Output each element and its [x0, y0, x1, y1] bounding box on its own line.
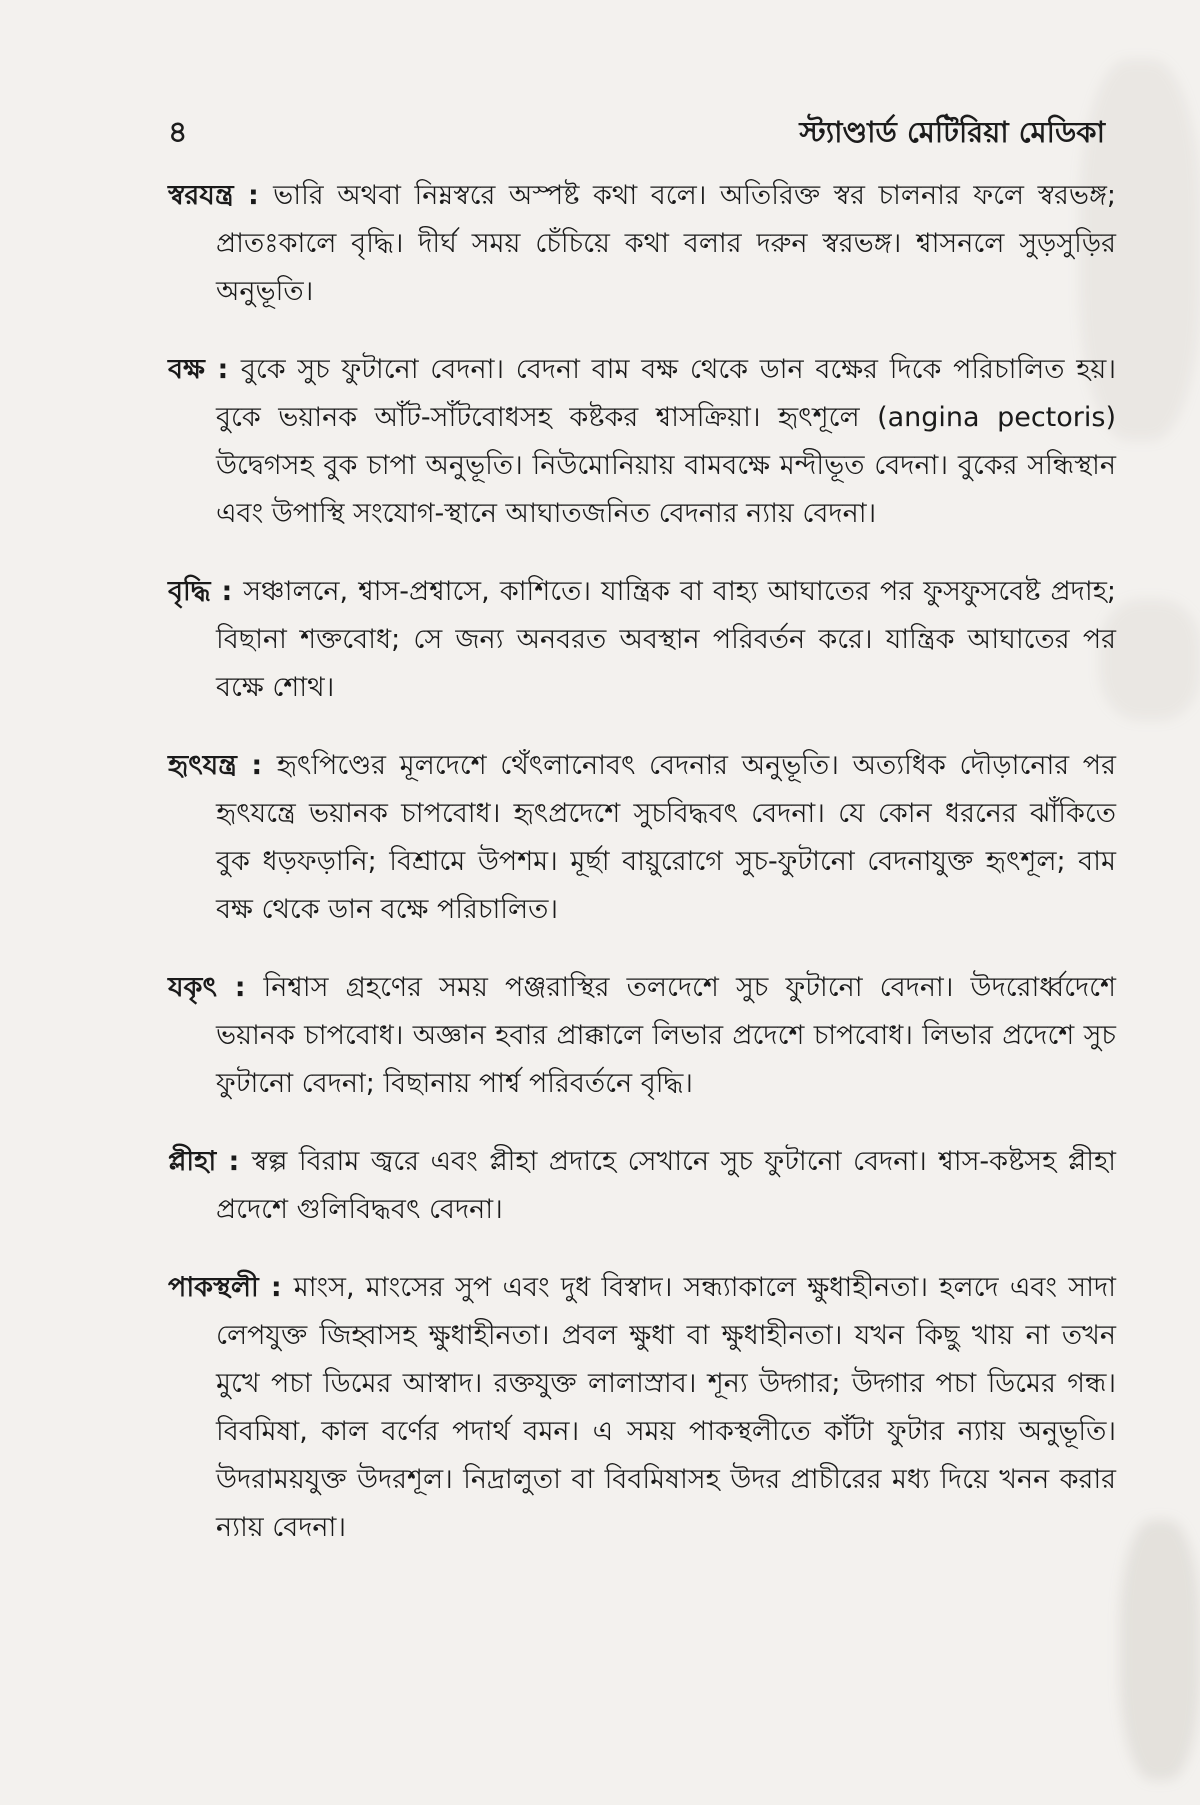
entry-text: হৃৎপিণ্ডের মূলদেশে থেঁৎলানোবৎ বেদনার অনুভূতি। অত্যধিক দৌড়ানোর পর হৃৎযন্ত্রে ভয়ানক চাপবোধ। হৃৎপ্রদেশে সুচবিদ্ধবৎ বেদনা। যে কোন ধরনের ঝাঁকিতে বুক ধড়ফড়ানি; বিশ্রামে উপশম। মূর্ছা বায়ুরোগে সুচ-ফুটানো বেদনাযুক্ত হৃৎশূল; বাম বক্ষ থেকে ডান বক্ষে পরিচালিত। — [216, 750, 1116, 925]
entry-term: পাকস্থলী — [168, 1272, 259, 1303]
entry-term: বৃদ্ধি — [168, 576, 211, 607]
entry-larynx: স্বরযন্ত্র : ভারি অথবা নিম্নস্বরে অস্পষ্ট কথা বলে। অতিরিক্ত স্বর চালনার ফলে স্বরভঙ্গ; প্রাতঃকালে বৃদ্ধি। দীর্ঘ সময় চেঁচিয়ে কথা বলার দরুন স্বরভঙ্গ। শ্বাসনলে সুড়সুড়ির অনুভূতি। — [168, 180, 1116, 307]
entry-spleen: প্লীহা : স্বল্প বিরাম জ্বরে এবং প্লীহা প্রদাহে সেখানে সুচ ফুটানো বেদনা। শ্বাস-কষ্টসহ প্লীহা প্রদেশে গুলিবিদ্ধবৎ বেদনা। — [168, 1146, 1116, 1225]
entry-text: বুকে সুচ ফুটানো বেদনা। বেদনা বাম বক্ষ থেকে ডান বক্ষের দিকে পরিচালিত হয়। বুকে ভয়ানক আঁট-সাঁটবোধসহ কষ্টকর শ্বাসক্রিয়া। হৃৎশূলে (angina pectoris) উদ্বেগসহ বুক চাপা অনুভূতি। নিউমোনিয়ায় বামবক্ষে মন্দীভূত বেদনা। বুকের সন্ধিস্থান এবং উপাস্থি সংযোগ-স্থানে আঘাতজনিত বেদনার ন্যায় বেদনা। — [216, 354, 1116, 529]
entry-term: বক্ষ — [168, 354, 205, 385]
entry-text: সঞ্চালনে, শ্বাস-প্রশ্বাসে, কাশিতে। যান্ত্রিক বা বাহ্য আঘাতের পর ফুসফুসবেষ্ট প্রদাহ; বিছানা শক্তবোধ; সে জন্য অনবরত অবস্থান পরিবর্তন করে। যান্ত্রিক আঘাতের পর বক্ষে শোথ। — [216, 576, 1116, 703]
entry-term: যকৃৎ — [168, 972, 217, 1003]
entry-term: প্লীহা — [168, 1146, 217, 1177]
entry-text: স্বল্প বিরাম জ্বরে এবং প্লীহা প্রদাহে সেখানে সুচ ফুটানো বেদনা। শ্বাস-কষ্টসহ প্লীহা প্রদেশে গুলিবিদ্ধবৎ বেদনা। — [216, 1146, 1116, 1225]
entry-text: ভারি অথবা নিম্নস্বরে অস্পষ্ট কথা বলে। অতিরিক্ত স্বর চালনার ফলে স্বরভঙ্গ; প্রাতঃকালে বৃদ্ধি। দীর্ঘ সময় চেঁচিয়ে কথা বলার দরুন স্বরভঙ্গ। শ্বাসনলে সুড়সুড়ির অনুভূতি। — [216, 180, 1116, 307]
entry-aggravation: বৃদ্ধি : সঞ্চালনে, শ্বাস-প্রশ্বাসে, কাশিতে। যান্ত্রিক বা বাহ্য আঘাতের পর ফুসফুসবেষ্ট প্রদাহ; বিছানা শক্তবোধ; সে জন্য অনবরত অবস্থান পরিবর্তন করে। যান্ত্রিক আঘাতের পর বক্ষে শোথ। — [168, 576, 1116, 703]
page-header — [168, 108, 1105, 148]
page-number: ৪ — [168, 115, 188, 150]
entry-term: হৃৎযন্ত্র — [168, 750, 237, 781]
entry-stomach: পাকস্থলী : মাংস, মাংসের সুপ এবং দুধ বিস্বাদ। সন্ধ্যাকালে ক্ষুধাহীনতা। হলদে এবং সাদা লেপযুক্ত জিহ্বাসহ ক্ষুধাহীনতা। প্রবল ক্ষুধা বা ক্ষুধাহীনতা। যখন কিছু খায় না তখন মুখে পচা ডিমের আস্বাদ। রক্তযুক্ত লালাস্রাব। শূন্য উদ্গার; উদ্গার পচা ডিমের গন্ধ। বিবমিষা, কাল বর্ণের পদার্থ বমন। এ সময় পাকস্থলীতে কাঁটা ফুটার ন্যায় অনুভূতি। উদরাময়যুক্ত উদরশূল। নিদ্রালুতা বা বিবমিষাসহ উদর প্রাচীরের মধ্য দিয়ে খনন করার ন্যায় বেদনা। — [168, 1272, 1116, 1543]
entry-chest: বক্ষ : বুকে সুচ ফুটানো বেদনা। বেদনা বাম বক্ষ থেকে ডান বক্ষের দিকে পরিচালিত হয়। বুকে ভয়ানক আঁট-সাঁটবোধসহ কষ্টকর শ্বাসক্রিয়া। হৃৎশূলে (angina pectoris) উদ্বেগসহ বুক চাপা অনুভূতি। নিউমোনিয়ায় বামবক্ষে মন্দীভূত বেদনা। বুকের সন্ধিস্থান এবং উপাস্থি সংযোগ-স্থানে আঘাতজনিত বেদনার ন্যায় বেদনা। — [168, 354, 1116, 529]
entry-text: নিশ্বাস গ্রহণের সময় পঞ্জরাস্থির তলদেশে সুচ ফুটানো বেদনা। উদরোর্ধ্বদেশে ভয়ানক চাপবোধ। অজ্ঞান হবার প্রাক্কালে লিভার প্রদেশে চাপবোধ। লিভার প্রদেশে সুচ ফুটানো বেদনা; বিছানায় পার্শ্ব পরিবর্তনে বৃদ্ধি। — [216, 972, 1116, 1099]
entry-heart: হৃৎযন্ত্র : হৃৎপিণ্ডের মূলদেশে থেঁৎলানোবৎ বেদনার অনুভূতি। অত্যধিক দৌড়ানোর পর হৃৎযন্ত্রে ভয়ানক চাপবোধ। হৃৎপ্রদেশে সুচবিদ্ধবৎ বেদনা। যে কোন ধরনের ঝাঁকিতে বুক ধড়ফড়ানি; বিশ্রামে উপশম। মূর্ছা বায়ুরোগে সুচ-ফুটানো বেদনাযুক্ত হৃৎশূল; বাম বক্ষ থেকে ডান বক্ষে পরিচালিত। — [168, 750, 1116, 925]
entry-text: মাংস, মাংসের সুপ এবং দুধ বিস্বাদ। সন্ধ্যাকালে ক্ষুধাহীনতা। হলদে এবং সাদা লেপযুক্ত জিহ্বাসহ ক্ষুধাহীনতা। প্রবল ক্ষুধা বা ক্ষুধাহীনতা। যখন কিছু খায় না তখন মুখে পচা ডিমের আস্বাদ। রক্তযুক্ত লালাস্রাব। শূন্য উদ্গার; উদ্গার পচা ডিমের গন্ধ। বিবমিষা, কাল বর্ণের পদার্থ বমন। এ সময় পাকস্থলীতে কাঁটা ফুটার ন্যায় অনুভূতি। উদরাময়যুক্ত উদরশূল। নিদ্রালুতা বা বিবমিষাসহ উদর প্রাচীরের মধ্য দিয়ে খনন করার ন্যায় বেদনা। — [216, 1272, 1116, 1543]
entry-liver: যকৃৎ : নিশ্বাস গ্রহণের সময় পঞ্জরাস্থির তলদেশে সুচ ফুটানো বেদনা। উদরোর্ধ্বদেশে ভয়ানক চাপবোধ। অজ্ঞান হবার প্রাক্কালে লিভার প্রদেশে চাপবোধ। লিভার প্রদেশে সুচ ফুটানো বেদনা; বিছানায় পার্শ্ব পরিবর্তনে বৃদ্ধি। — [168, 972, 1116, 1099]
page-smudge — [1120, 1520, 1200, 1780]
page-body — [168, 172, 1116, 1582]
entry-term: স্বরযন্ত্র — [168, 180, 234, 211]
running-title: স্ট্যাণ্ডার্ড মেটিরিয়া মেডিকা — [799, 115, 1105, 149]
